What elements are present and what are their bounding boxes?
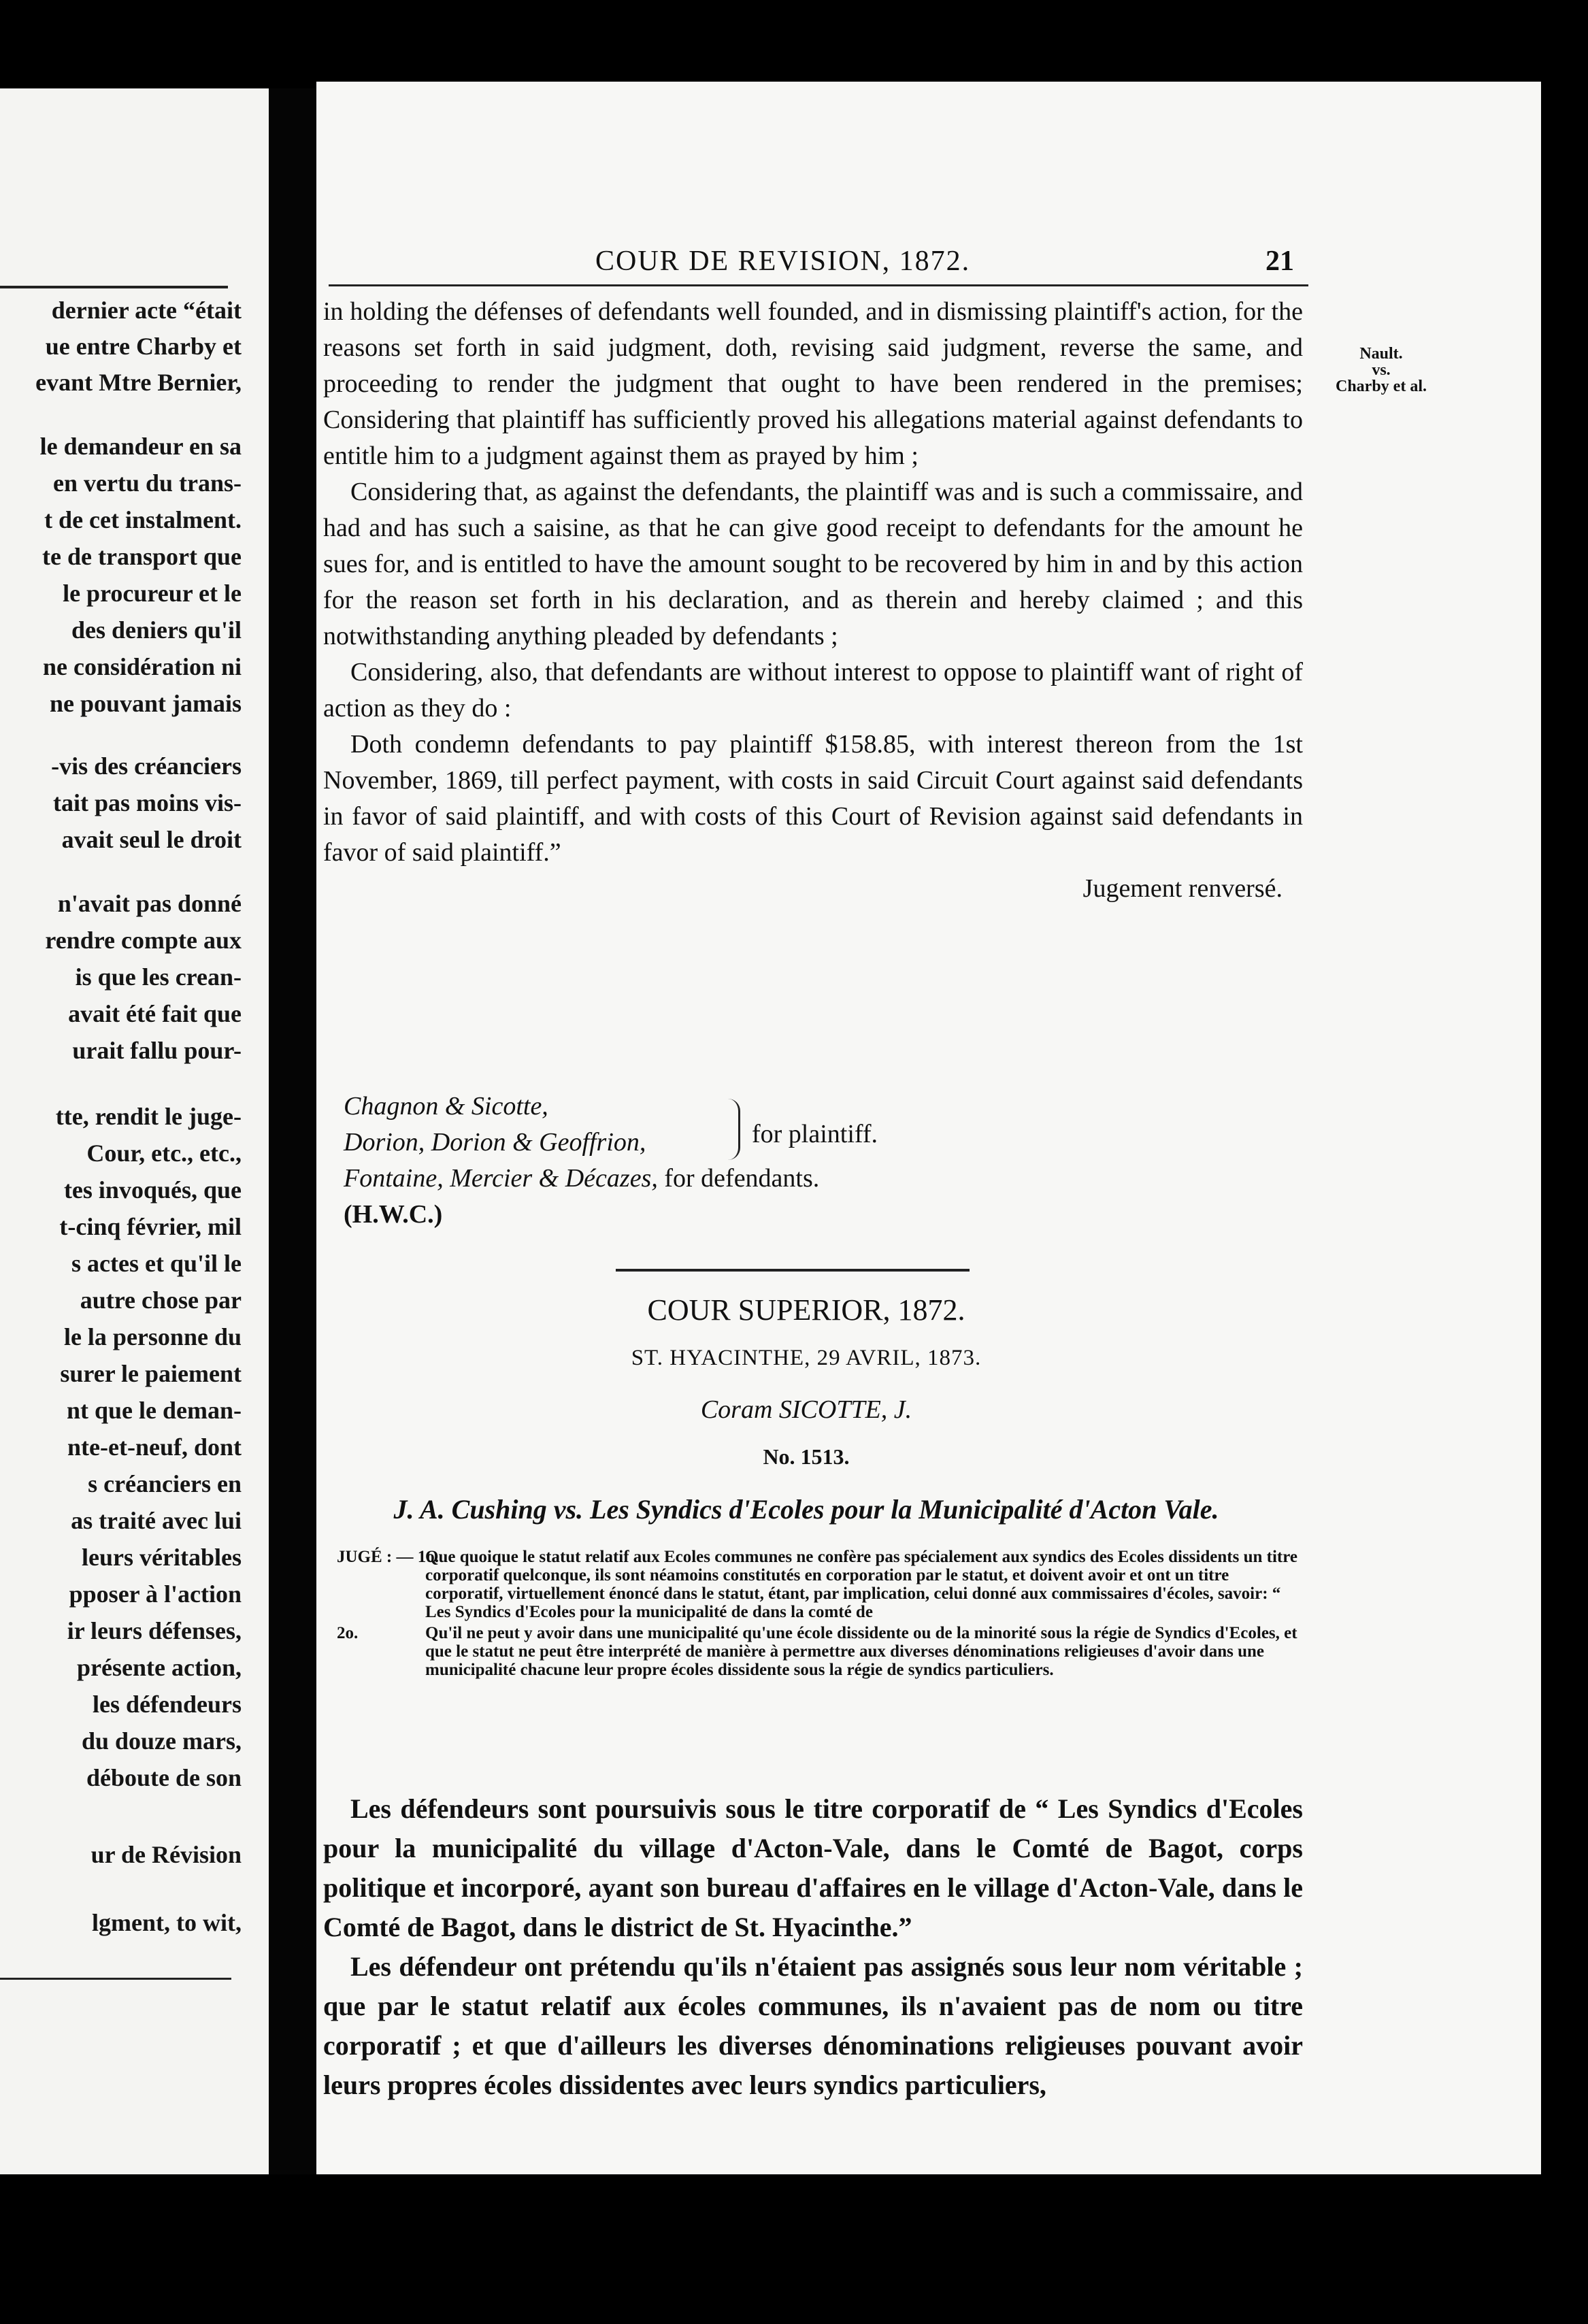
left-page-line: des deniers qu'il <box>71 616 242 644</box>
page-number: 21 <box>1266 246 1294 277</box>
left-page-line: -vis des créanciers <box>51 752 242 780</box>
judgment-text <box>323 294 1303 907</box>
left-page-line: t-cinq février, mil <box>59 1213 242 1240</box>
running-header <box>316 245 1541 286</box>
section-separator <box>616 1269 970 1272</box>
left-page-line: le la personne du <box>63 1323 242 1350</box>
left-page-line: s créanciers en <box>88 1470 242 1497</box>
left-page-line: nt que le deman- <box>66 1397 242 1424</box>
left-page-line: s actes et qu'il le <box>71 1250 242 1277</box>
left-page-line: Cour, etc., etc., <box>86 1140 242 1167</box>
left-page-line: ur de Révision <box>90 1841 242 1868</box>
left-page-line: avait seul le droit <box>61 826 242 853</box>
reporter-initials: (H.W.C.) <box>344 1200 443 1229</box>
counsel-plaintiff: Dorion, Dorion & Geoffrion, <box>344 1128 646 1157</box>
judgment-outcome: Jugement renversé. <box>1082 874 1283 903</box>
left-page-line: tes invoqués, que <box>63 1176 242 1204</box>
left-page-line: te de transport que <box>42 543 242 570</box>
left-page-line: dernier acte “était <box>51 297 242 324</box>
book-gutter <box>269 88 316 2174</box>
scan-border-bottom <box>0 2174 1588 2324</box>
case-number: No. 1513. <box>763 1444 850 1469</box>
paragraph: Les défendeurs sont poursuivis sous le titre corporatif de “ Les Syndics d'Ecoles pour la municipalité du village d'Acton-Vale, dans le Comté de Bagot, corps politique et incorporé, ayant son bureau d'affaires en le village d'Acton-Vale, dans le Comté de Bagot, dans le district de St. Hyacinthe.” <box>323 1793 1303 1942</box>
left-page-line: ne pouvant jamais <box>49 690 242 717</box>
left-page-line: t de cet instalment. <box>44 506 242 533</box>
counsel-defendants-role: for defendants. <box>664 1164 820 1193</box>
counsel-defendants-row <box>344 1161 819 1197</box>
paragraph: Les défendeur ont prétendu qu'ils n'étaient pas assignés sous leur nom véritable ; que par le statut relatif aux écoles communes, ils n'avaient pas de nom ou titre corporatif ; et que d'ailleurs les diverses dénominations religieuses pouvant avoir leurs propres écoles dissidentes avec leurs syndics particuliers, <box>323 1951 1303 2100</box>
left-page-line: lgment, to wit, <box>92 1909 242 1936</box>
scan-line <box>0 1978 231 1980</box>
place-date: ST. HYACINTHE, 29 AVRIL, 1873. <box>631 1346 982 1370</box>
left-page-line: nte-et-neuf, dont <box>67 1433 242 1461</box>
court-heading: COUR SUPERIOR, 1872. <box>647 1293 965 1327</box>
left-page-line: les défendeurs <box>93 1691 242 1718</box>
counsel-list <box>344 1089 819 1233</box>
left-page-line: surer le paiement <box>60 1360 242 1387</box>
left-page-line: is que les crean- <box>75 963 242 991</box>
margin-note <box>1320 346 1442 395</box>
left-page-line: urait fallu pour- <box>72 1037 242 1064</box>
left-page-line: avait été fait que <box>68 1000 242 1027</box>
case-body <box>323 1789 1303 2105</box>
left-page-line: ir leurs défenses, <box>67 1617 242 1644</box>
headnote-item <box>337 1548 1310 1621</box>
scan-border-top <box>0 0 1588 88</box>
previous-page-strip <box>0 88 269 2174</box>
paragraph: Considering, also, that defendants are without interest to oppose to plaintiff want of right of action as they do : <box>323 658 1303 723</box>
left-page-line: tte, rendit le juge- <box>55 1103 242 1130</box>
headnote-label: JUGÉ : — 1o. <box>337 1548 439 1566</box>
coram: Coram SICOTTE, J. <box>700 1395 912 1424</box>
left-page-line: autre chose par <box>80 1286 242 1314</box>
counsel-defendants: Fontaine, Mercier & Décazes, <box>344 1164 658 1193</box>
margin-note-line: Charby et al. <box>1336 378 1427 395</box>
paragraph: in holding the défenses of defendants well founded, and in dismissing plaintiff's action, for the reasons set forth in said judgment, doth, revising said judgment, reverse the same, and proceeding to render the judgment that ought to have been rendered in the premises; Considering that plaintiff has sufficiently proved his allegations material against defendants to entitle him to a judgment against them as prayed by him ; <box>323 297 1303 470</box>
headnote <box>337 1548 1310 1682</box>
paragraph: Doth condemn defendants to pay plaintiff $158.85, with interest thereon from the 1st November, 1869, till perfect payment, with costs in said Circuit Court against said defendants in favor of said plaintiff, and with costs of this Court of Revision against said defendants in favor of said plaintiff.” <box>323 730 1303 867</box>
margin-note-line: Nault. <box>1359 345 1403 363</box>
page <box>316 82 1541 2184</box>
paragraph: Considering that, as against the defendants, the plaintiff was and is such a commissaire, and had and has such a saisine, as that he can give good receipt to defendants for the amount he sues for, and is entitled to have the amount sought to be recovered by him in and by this action for the reason set forth in his declaration, and as therein and hereby claimed ; and this notwithstanding anything pleaded by defendants ; <box>323 478 1303 650</box>
left-page-line: du douze mars, <box>81 1727 242 1755</box>
left-page-line: le demandeur en sa <box>39 433 242 460</box>
left-page-line: ne considération ni <box>42 653 242 680</box>
left-page-line: tait pas moins vis- <box>52 789 242 816</box>
left-page-line: leurs véritables <box>82 1544 242 1571</box>
left-page-line: as traité avec lui <box>71 1507 242 1534</box>
case-parties: J. A. Cushing vs. Les Syndics d'Ecoles pour la Municipalité d'Acton Vale. <box>393 1494 1219 1525</box>
left-page-line: evant Mtre Bernier, <box>35 369 242 396</box>
headnote-label: 2o. <box>337 1624 359 1642</box>
header-rule <box>329 284 1308 286</box>
left-page-line: n'avait pas donné <box>57 890 242 917</box>
headnote-text: Que quoique le statut relatif aux Ecoles communes ne confère pas spécialement aux syndics des Ecoles dissidents un titre corporatif quelconque, ils sont néamoins constitutés en corporation par le statut, et doivent avoir et ont un titre corporatif, virtuellement énoncé dans le statut, étant, par implication, celui donné aux commissaires d'écoles, savoir: “ Les Syndics d'Ecoles pour la municipalité de dans la comté de <box>425 1548 1297 1621</box>
left-page-rule <box>0 286 228 288</box>
left-page-line: présente action, <box>77 1654 242 1681</box>
brace <box>718 1099 740 1160</box>
running-title: COUR DE REVISION, 1872. <box>595 246 971 277</box>
counsel-plaintiff-role: for plaintiff. <box>752 1120 878 1148</box>
left-page-line: le procureur et le <box>63 580 242 607</box>
scan-border-right <box>1541 88 1588 2174</box>
left-page-line: ue entre Charby et <box>45 333 242 360</box>
margin-note-line: vs. <box>1372 361 1391 379</box>
headnote-item <box>337 1624 1310 1679</box>
counsel-plaintiff: Chagnon & Sicotte, <box>344 1092 548 1120</box>
left-page-line: pposer à l'action <box>69 1580 242 1608</box>
headnote-text: Qu'il ne peut y avoir dans une municipalité qu'une école dissidente ou de la minorité sous la régie de Syndics d'Ecoles, et que le statut ne peut être interprété de manière à permettre aux diverses dénominations religieuses d'avoir dans une municipalité chacune leur propre écoles dissidente sous la régie de syndics particuliers. <box>425 1624 1297 1679</box>
left-page-line: rendre compte aux <box>45 927 242 954</box>
left-page-line: déboute de son <box>86 1764 242 1791</box>
left-page-line: en vertu du trans- <box>53 469 242 497</box>
